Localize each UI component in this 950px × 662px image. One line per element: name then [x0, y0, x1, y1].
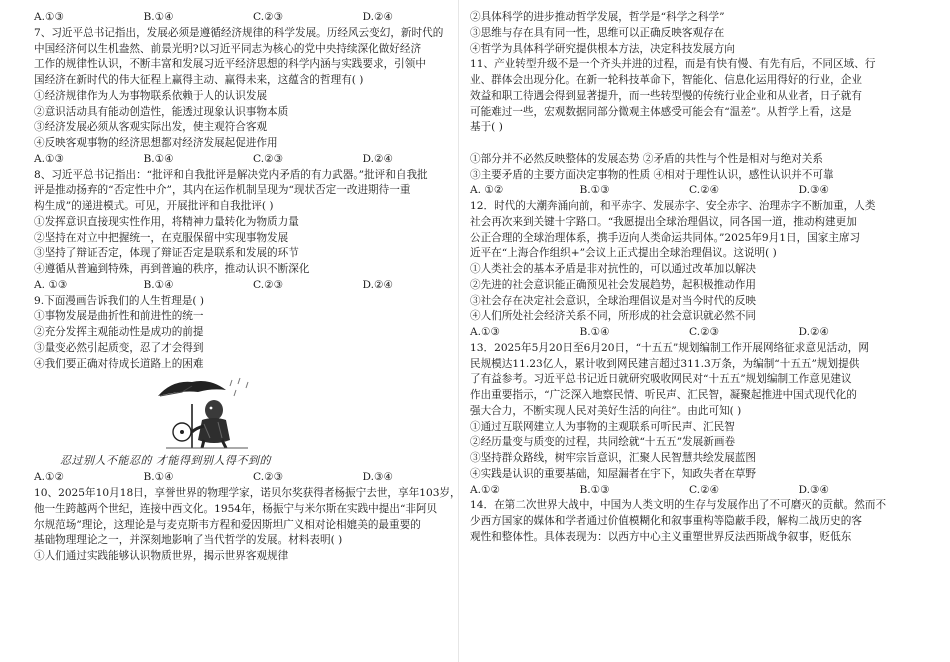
q8-options	[34, 278, 472, 294]
q13-line: 民规模达11.23亿人，累计收到网民建言超过311.3万条，为编制“十五五”规划提供	[470, 357, 860, 370]
option-c: C.②③	[253, 11, 284, 23]
q12-line: 社会再次来到关键十字路口。“我愿提出全球治理倡议，同各国一道，推动构建更加	[470, 215, 857, 228]
option-b: B.①④	[143, 471, 174, 484]
q8-line: ③坚持了辩证否定，体现了辩证否定是联系和发展的环节	[34, 247, 299, 260]
q7-line: ③经济发展必须从客观实际出发，使主观符合客观	[34, 121, 268, 134]
question-9	[34, 294, 472, 487]
q12-line: ①人类社会的基本矛盾是非对抗性的，可以通过改革加以解决	[470, 263, 757, 275]
right-column	[470, 10, 908, 546]
q10-line: 10、2025年10月18日，享誉世界的物理学家，诺贝尔奖获得者杨振宁去世，享年103岁，	[34, 487, 461, 499]
option-d: D.③④	[798, 483, 829, 496]
q9-line: ④我们要正确对待成长道路上的困难	[34, 357, 204, 370]
q14-line: 14．在第二次世界大战中，中国为人类文明的生存与发展作出了不可磨灭的贡献。然而不	[470, 499, 887, 512]
q7-options	[34, 152, 472, 168]
q13-options	[470, 483, 908, 499]
q11-statement: ①部分并不必然反映整体的发展态势 ②矛盾的共性与个性是相对与绝对关系	[470, 152, 823, 165]
option-b: B.①③	[579, 483, 610, 496]
q10-line: ③思维与存在具有同一性，思维可以正确反映客观存在	[470, 26, 725, 39]
q8-line: ④遵循从普遍到特殊，再到普遍的秩序，推动认识不断深化	[34, 263, 310, 275]
q11-line: 11、产业转型升级不是一个齐头并进的过程，而是有快有慢、有先有后，不同区域、行	[470, 58, 876, 71]
option-b: B.①④	[143, 11, 174, 23]
q10-line: ①人们通过实践能够认识物质世界，揭示世界客观规律	[34, 550, 289, 562]
q7-line: 国经济在新时代的伟大征程上赢得主动、赢得未来，这蕴含的哲理有( )	[34, 74, 364, 86]
q8-line: 构生成”的递进模式。可见，开展批评和自我批评( )	[34, 200, 274, 212]
option-c: C.②③	[689, 326, 720, 338]
option-d: D.③④	[362, 471, 393, 484]
q12-line: 公正合理的全球治理体系，携手迈向人类命运共同体。”2025年9月1日，国家主席习	[470, 231, 861, 244]
option-b: B.①④	[143, 278, 174, 291]
question-8	[34, 168, 472, 294]
option-a: A.①②	[470, 483, 501, 496]
q14-line: 观性和整体性。具体表现为：以西方中心主义重塑世界反法西斯战争叙事，贬低东	[470, 530, 852, 543]
q12-line: 12．时代的大潮奔涌向前，和平赤字、发展赤字、安全赤字、治理赤字不断加重，人类	[470, 200, 876, 212]
q13-line: ④实践是认识的重要基础，知屋漏者在宇下，知政失者在草野	[470, 467, 757, 480]
q7-line: ②意识活动具有能动创造性，能透过现象认识事物本质	[34, 105, 289, 118]
q13-line: 作出重要指示，“广泛深入地察民情、听民声、汇民智，凝聚起推进中国式现代化的	[470, 389, 857, 401]
q11-line: 效益和职工待遇会得到显著提升，而一些转型慢的传统行业企业和从业者，日子就有	[470, 89, 862, 102]
q13-line: ②经历量变与质变的过程，共同绘就“十五五”发展新画卷	[470, 436, 736, 449]
option-a: A.①③	[34, 11, 65, 23]
q8-line: ②坚持在对立中把握统一，在克服保留中实现事物发展	[34, 231, 289, 244]
q12-line: ③社会存在决定社会意识，全球治理倡议是对当今时代的反映	[470, 294, 757, 307]
q10-line: 基础物理理论之一，并深刻地影响了当代哲学的发展。材料表明( )	[34, 534, 343, 547]
q10-line: ②具体科学的进步推动哲学发展，哲学是“科学之科学”	[470, 11, 725, 23]
option-b: B.①④	[143, 152, 174, 165]
question-13	[470, 341, 908, 499]
question-12	[470, 199, 908, 341]
option-a: A.①②	[34, 471, 65, 484]
cartoon-person-with-umbrella-image	[152, 374, 262, 450]
q9-line: ②充分发挥主观能动性是成功的前提	[34, 326, 204, 338]
q13-line: 13．2025年5月20日至6月20日，“十五五”规划编制工作开展网络征求意见活动，网	[470, 341, 869, 354]
option-b: B.①④	[579, 326, 610, 338]
q7-line: ④反映客观事物的经济思想都对经济发展起促进作用	[34, 137, 278, 149]
q11-statement: ③主要矛盾的主要方面决定事物的性质 ④相对于理性认识，感性认识并不可靠	[470, 168, 834, 181]
q14-line: 少西方国家的媒体和学者通过价值模糊化和叙事重构等隐蔽手段，解构二战历史的客	[470, 515, 862, 527]
q6-options	[34, 10, 472, 26]
q7-line: 中国经济何以生机盎然、前景光明?以习近平同志为核心的党中央持续深化做好经济	[34, 42, 422, 55]
q12-line: 近平在“上海合作组织+”会议上正式提出全球治理倡议。这说明( )	[470, 247, 777, 260]
option-d: D.②④	[362, 278, 393, 291]
option-b: B.①③	[579, 184, 610, 197]
question-10-continued	[470, 10, 908, 57]
option-c: C.②④	[689, 184, 720, 197]
q8-line: 评是推动扬弃的“否定性中介”，其内在运作机制呈现为“现状否定一改进期待一重	[34, 184, 411, 197]
option-a: A.①③	[470, 326, 501, 338]
q12-options	[470, 325, 908, 341]
q13-line: ①通过互联网建立人为事物的主观联系可听民声、汇民智	[470, 420, 735, 433]
q10-line: ④哲学为具体科学研究提供根本方法，决定科技发展方向	[470, 42, 735, 55]
q12-line: ④人们所处社会经济关系不同，所形成的社会意识就必然不同	[470, 310, 757, 323]
q9-line: ①事物发展是曲折性和前进性的统一	[34, 310, 204, 323]
cartoon-caption: 忍过别人不能忍的 才能得到别人得不到的	[60, 453, 271, 467]
q11-line: 基于( )	[470, 121, 503, 134]
q11-line: 可能难过一些，宏观数据同部分微观主体感受可能会有“温差”。从哲学上看，这是	[470, 105, 852, 118]
left-column	[34, 10, 472, 565]
q9-line: ③量变必然引起质变，忍了才会得到	[34, 341, 204, 354]
option-c: C.②③	[253, 471, 284, 484]
q13-line: ③坚持群众路线，树牢宗旨意识，汇聚人民智慧共绘发展蓝图	[470, 452, 757, 464]
question-14	[470, 498, 908, 545]
q7-line: 工作的规律性认识，不断丰富和发展习近平经济思想的科学内涵与实践要求，引领中	[34, 58, 426, 71]
question-7	[34, 26, 472, 168]
q11-options	[470, 183, 908, 199]
option-d: D.②④	[362, 11, 393, 23]
q8-line: ①发挥意识直接现实性作用，将精神力量转化为物质力量	[34, 215, 299, 228]
q9-options	[34, 470, 472, 486]
question-11	[470, 57, 908, 199]
option-a: A. ①②	[470, 184, 504, 197]
option-c: C.②③	[253, 278, 284, 291]
q10-line: 他一生跨越两个世纪，连接中西文化。1954年，杨振宁与米尔斯在实践中提出“非阿贝	[34, 502, 438, 515]
q12-line: ②先进的社会意识能正确预见社会发展趋势，起积极推动作用	[470, 278, 757, 291]
q13-line: 了有益参考。习近平总书记近日就研究吸收网民对“十五五”规划编制工作意见建议	[470, 373, 852, 386]
q13-line: 强大合力，不断实现人民对美好生活的向往”。由此可知( )	[470, 404, 742, 417]
option-d: D.②④	[362, 152, 393, 165]
option-d: D.②④	[798, 326, 829, 338]
q9-line: 9.下面漫画告诉我们的人生哲理是( )	[34, 294, 205, 307]
option-d: D.③④	[798, 184, 829, 197]
option-a: A. ①③	[34, 278, 68, 291]
question-10	[34, 486, 472, 565]
spacer	[470, 136, 908, 152]
q7-line: 7、习近平总书记指出，发展必须是遵循经济规律的科学发展。历经风云变幻，新时代的	[34, 26, 444, 39]
option-c: C.②③	[253, 152, 284, 165]
option-c: C.②④	[689, 483, 720, 496]
q11-line: 业、群体会出现分化。在新一轮科技革命下，智能化、信息化运用得好的行业，企业	[470, 74, 862, 86]
q7-line: ①经济规律作为人为事物联系依赖于人的认识发展	[34, 89, 268, 102]
cartoon-figure	[34, 372, 472, 470]
q8-line: 8、习近平总书记指出：“批评和自我批评是解决党内矛盾的有力武器。”批评和自我批	[34, 168, 428, 181]
option-a: A.①③	[34, 152, 65, 165]
q10-line: 尔规范场”理论，这理论是与麦克斯韦方程和爱因斯坦广义相对论相媲美的最重要的	[34, 518, 421, 531]
